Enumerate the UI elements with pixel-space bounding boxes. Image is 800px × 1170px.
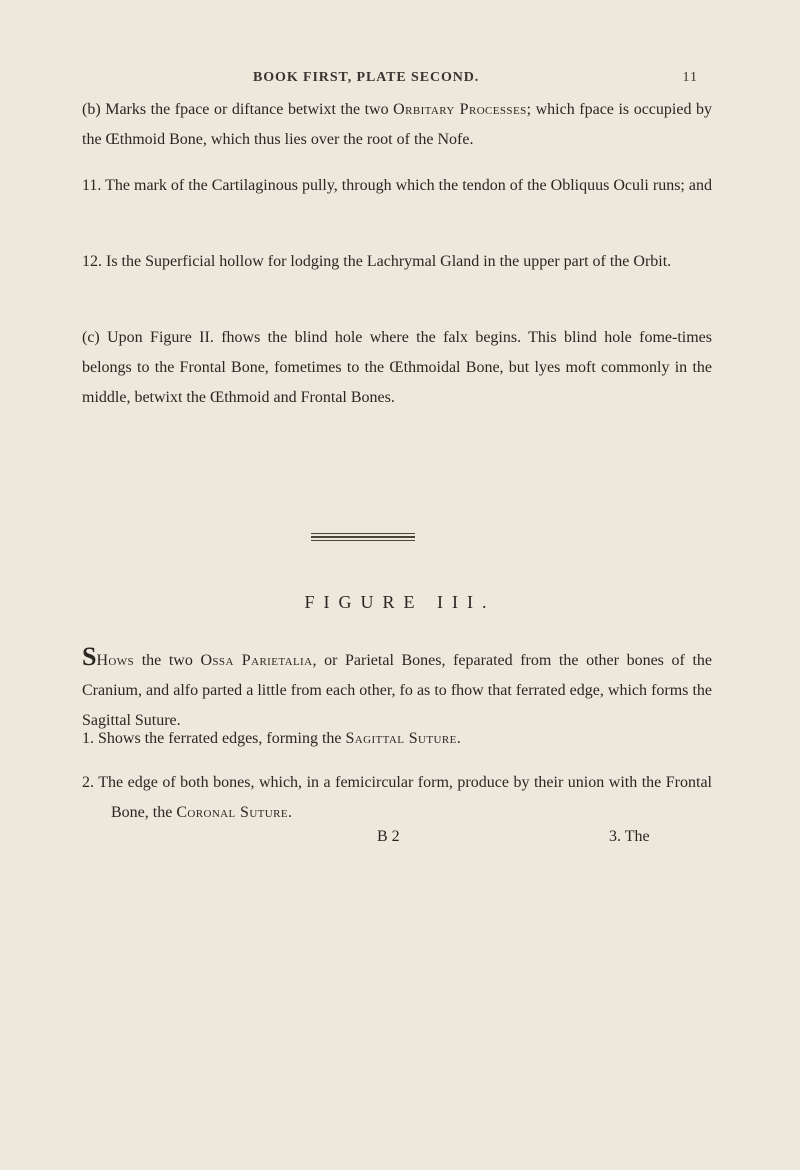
page-header <box>0 70 800 94</box>
signature-mark: B 2 <box>377 828 400 845</box>
figure3-item-2: 2. The edge of both bones, which, in a femicircular form, produce by their union with the Frontal Bone, the Coronal Suture. <box>82 774 712 821</box>
ornamental-rule <box>311 533 415 543</box>
page-number: 11 <box>682 70 698 85</box>
small-caps-term: Sagittal Suture <box>345 730 457 747</box>
item-number: 2. <box>82 774 94 791</box>
paragraph-label: (c) <box>82 329 100 346</box>
item-number: 1. <box>82 730 94 747</box>
paragraph-label: (b) <box>82 101 101 118</box>
item-number: 11. <box>82 177 102 194</box>
page-footer <box>0 828 800 852</box>
drop-cap: S <box>82 642 97 671</box>
item-number: 12. <box>82 253 102 270</box>
paragraph-11: 11. The mark of the Cartilaginous pully, through which the tendon of the Obliquus Oculi runs; and <box>82 177 712 194</box>
figure-heading: FIGURE III. <box>304 592 496 612</box>
small-caps-term: Ossa Parietalia <box>200 652 313 669</box>
paragraph-12: 12. Is the Superficial hollow for lodging the Lachrymal Gland in the upper part of the Orbit. <box>82 253 672 270</box>
small-caps-term: Orbitary Processes <box>393 101 527 118</box>
running-head: BOOK FIRST, PLATE SECOND. <box>253 70 480 85</box>
small-caps-term: Coronal Suture <box>176 804 288 821</box>
paragraph-c: (c) Upon Figure II. fhows the blind hole where the falx begins. This blind hole fome-times belongs to the Frontal Bone, fometimes to the Œthmoidal Bone, but lyes moft commonly in the middle, betwixt the Œthmoid and Frontal Bones. <box>82 329 712 406</box>
figure3-item-1: 1. Shows the ferrated edges, forming the Sagittal Suture. <box>82 730 461 747</box>
catchword: 3. The <box>609 828 650 845</box>
figure3-intro: SHows the two Ossa Parietalia, or Parietal Bones, feparated from the other bones of the Cranium, and alfo parted a little from each other, fo as to fhow that ferrated edge, which forms the Sagittal Suture. <box>82 642 712 729</box>
paragraph-b: (b) Marks the fpace or diftance betwixt the two Orbitary Processes; which fpace is occupied by the Œthmoid Bone, which thus lies over the root of the Nofe. <box>82 101 713 148</box>
